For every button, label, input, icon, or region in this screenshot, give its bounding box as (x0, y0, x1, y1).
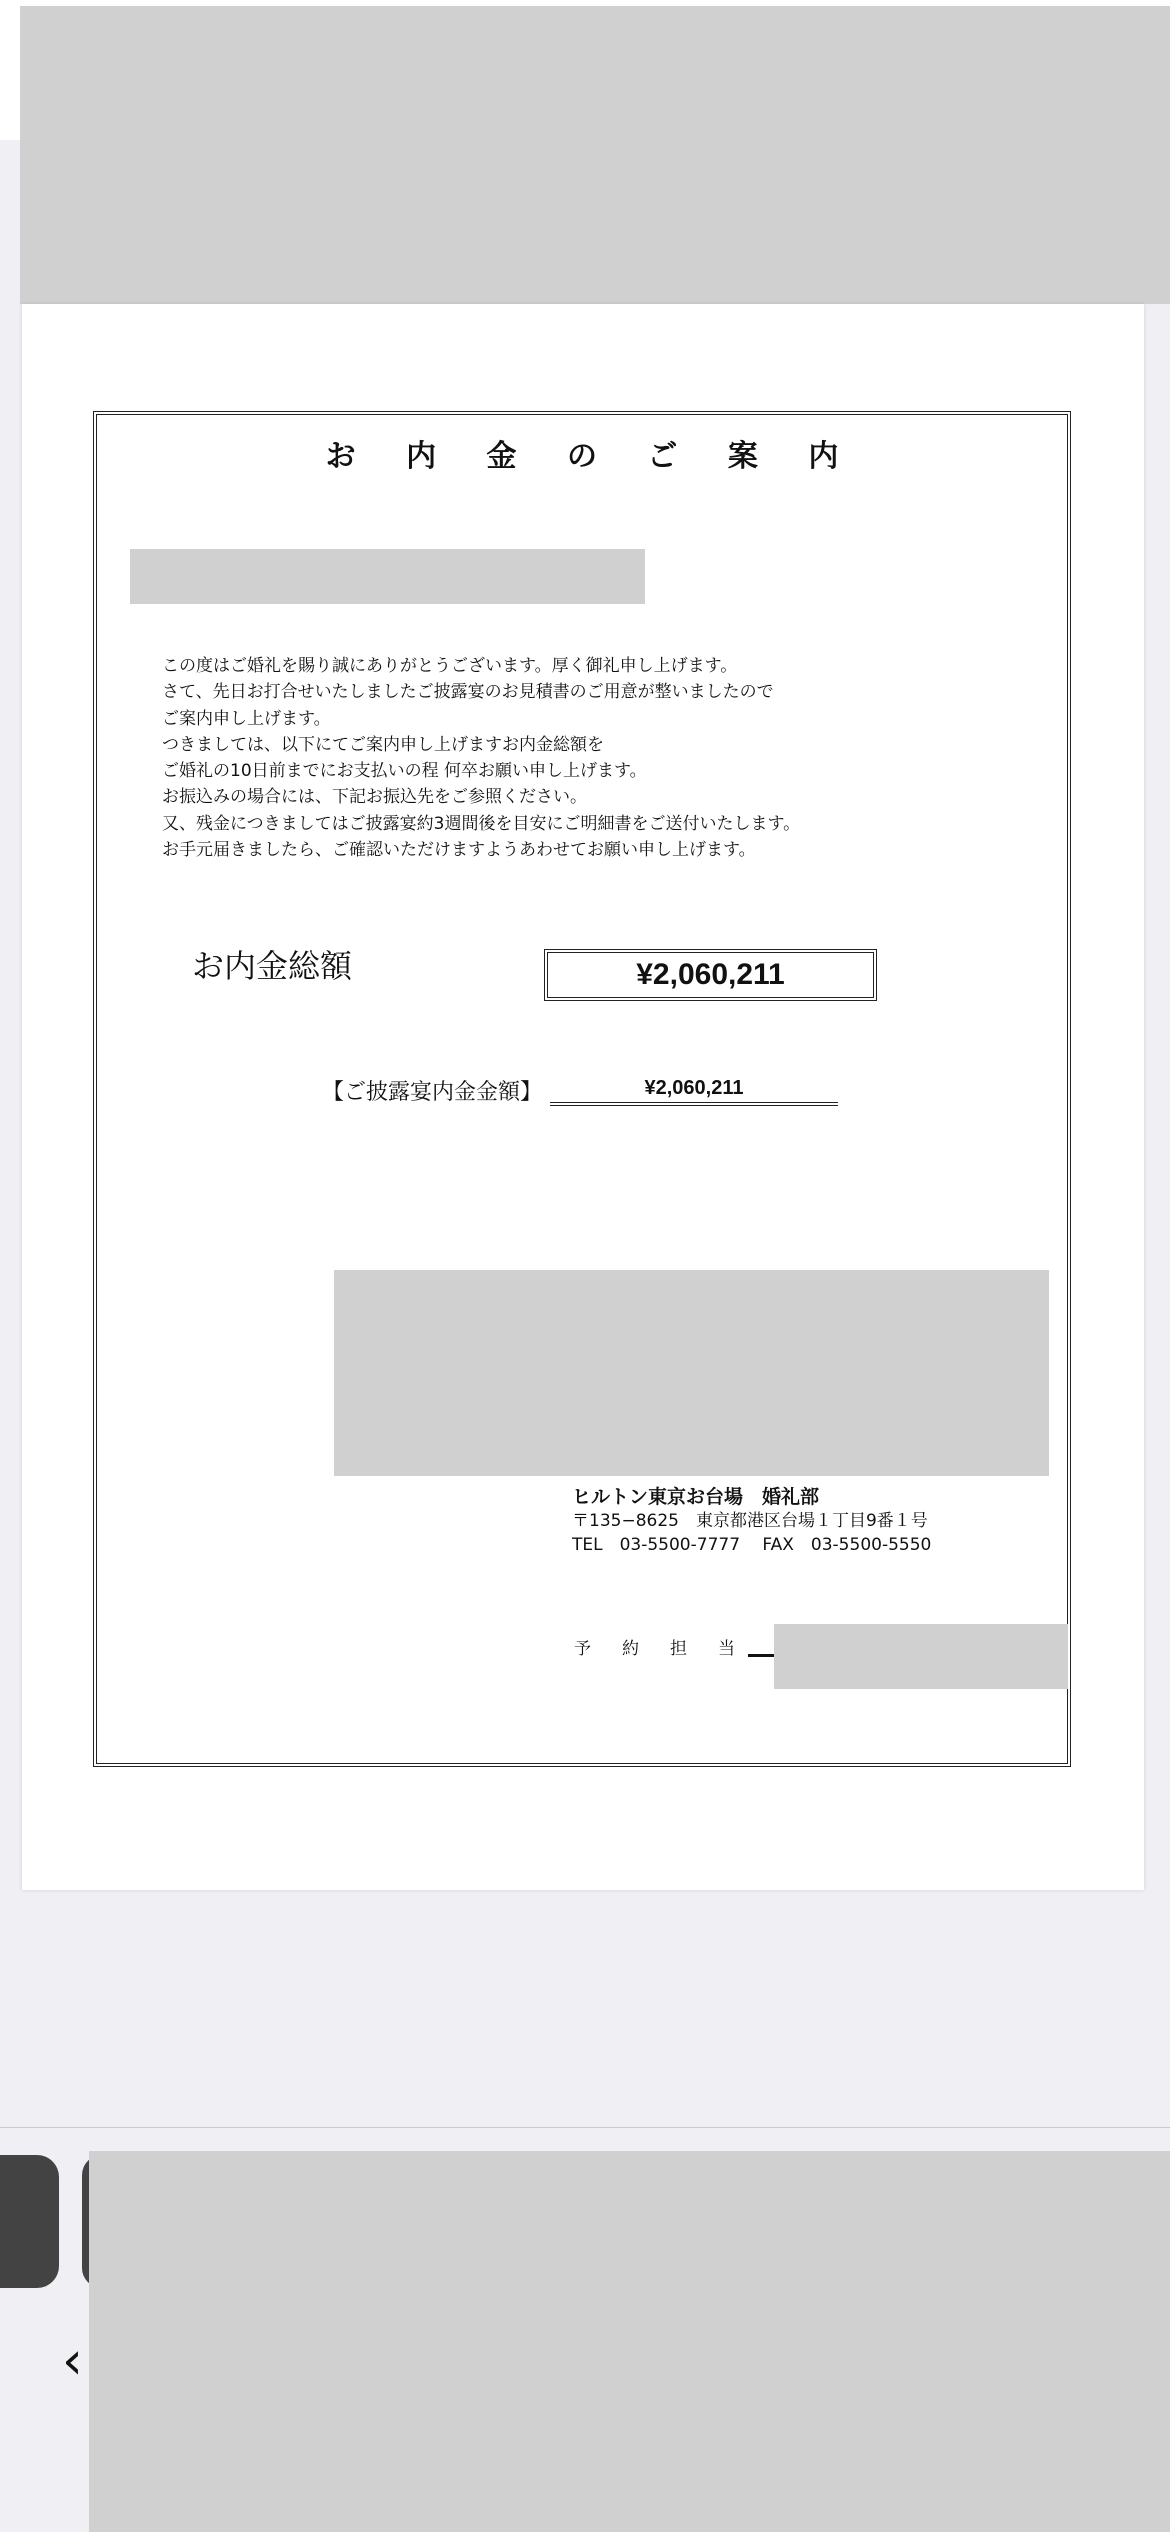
staff-label: 予約担当 (574, 1639, 766, 1659)
total-amount-label: お内金総額 (192, 947, 353, 985)
company-name: ヒルトン東京お台場 婚礼部 (572, 1486, 820, 1508)
document-page (22, 304, 1144, 1890)
toolbar-button[interactable] (0, 2155, 59, 2288)
document-frame (93, 411, 1071, 1767)
company-info (572, 1485, 931, 1557)
staff-underline (748, 1654, 774, 1657)
company-contact: TEL 03-5500-7777 FAX 03-5500-5550 (572, 1535, 932, 1555)
body-line: 又、残金につきましてはご披露宴約3週間後を目安にご明細書をご送付いたします。 (162, 813, 801, 834)
reception-deposit-label: 【ご披露宴内金金額】 (322, 1080, 543, 1105)
reception-deposit-value: ¥2,060,211 (550, 1077, 838, 1106)
document-title: お 内 金 の ご 案 内 (325, 439, 859, 474)
body-line: お振込みの場合には、下記お振込先をご参照ください。 (162, 787, 587, 808)
body-line: この度はご婚礼を賜り誠にありがとうございます。厚く御礼申し上げます。 (162, 656, 738, 676)
body-line: ご案内申し上げます。 (162, 708, 331, 729)
body-text (162, 653, 962, 863)
body-line: ご婚礼の10日前までにお支払いの程 何卒お願い申し上げます。 (162, 761, 647, 782)
company-address: 〒135−8625 東京都港区台場１丁目9番１号 (572, 1511, 928, 1531)
redacted-header-area (20, 6, 1170, 304)
toolbar-divider (0, 2127, 1170, 2128)
body-line: お手元届きましたら、ご確認いただけますようあわせてお願い申し上げます。 (162, 840, 756, 861)
redacted-recipient-name (130, 549, 645, 604)
total-amount-value: ¥2,060,211 (636, 958, 785, 991)
chevron-left-icon[interactable]: ‹ (62, 2331, 83, 2391)
total-amount-box (544, 949, 877, 1001)
redacted-bank-info (334, 1270, 1049, 1476)
redacted-staff-name (774, 1624, 1068, 1689)
body-line: つきましては、以下にてご案内申し上げますお内金総額を (162, 734, 604, 755)
redacted-toolbar-area (89, 2151, 1170, 2532)
body-line: さて、先日お打合せいたしましたご披露宴のお見積書のご用意が整いましたので (162, 682, 774, 703)
